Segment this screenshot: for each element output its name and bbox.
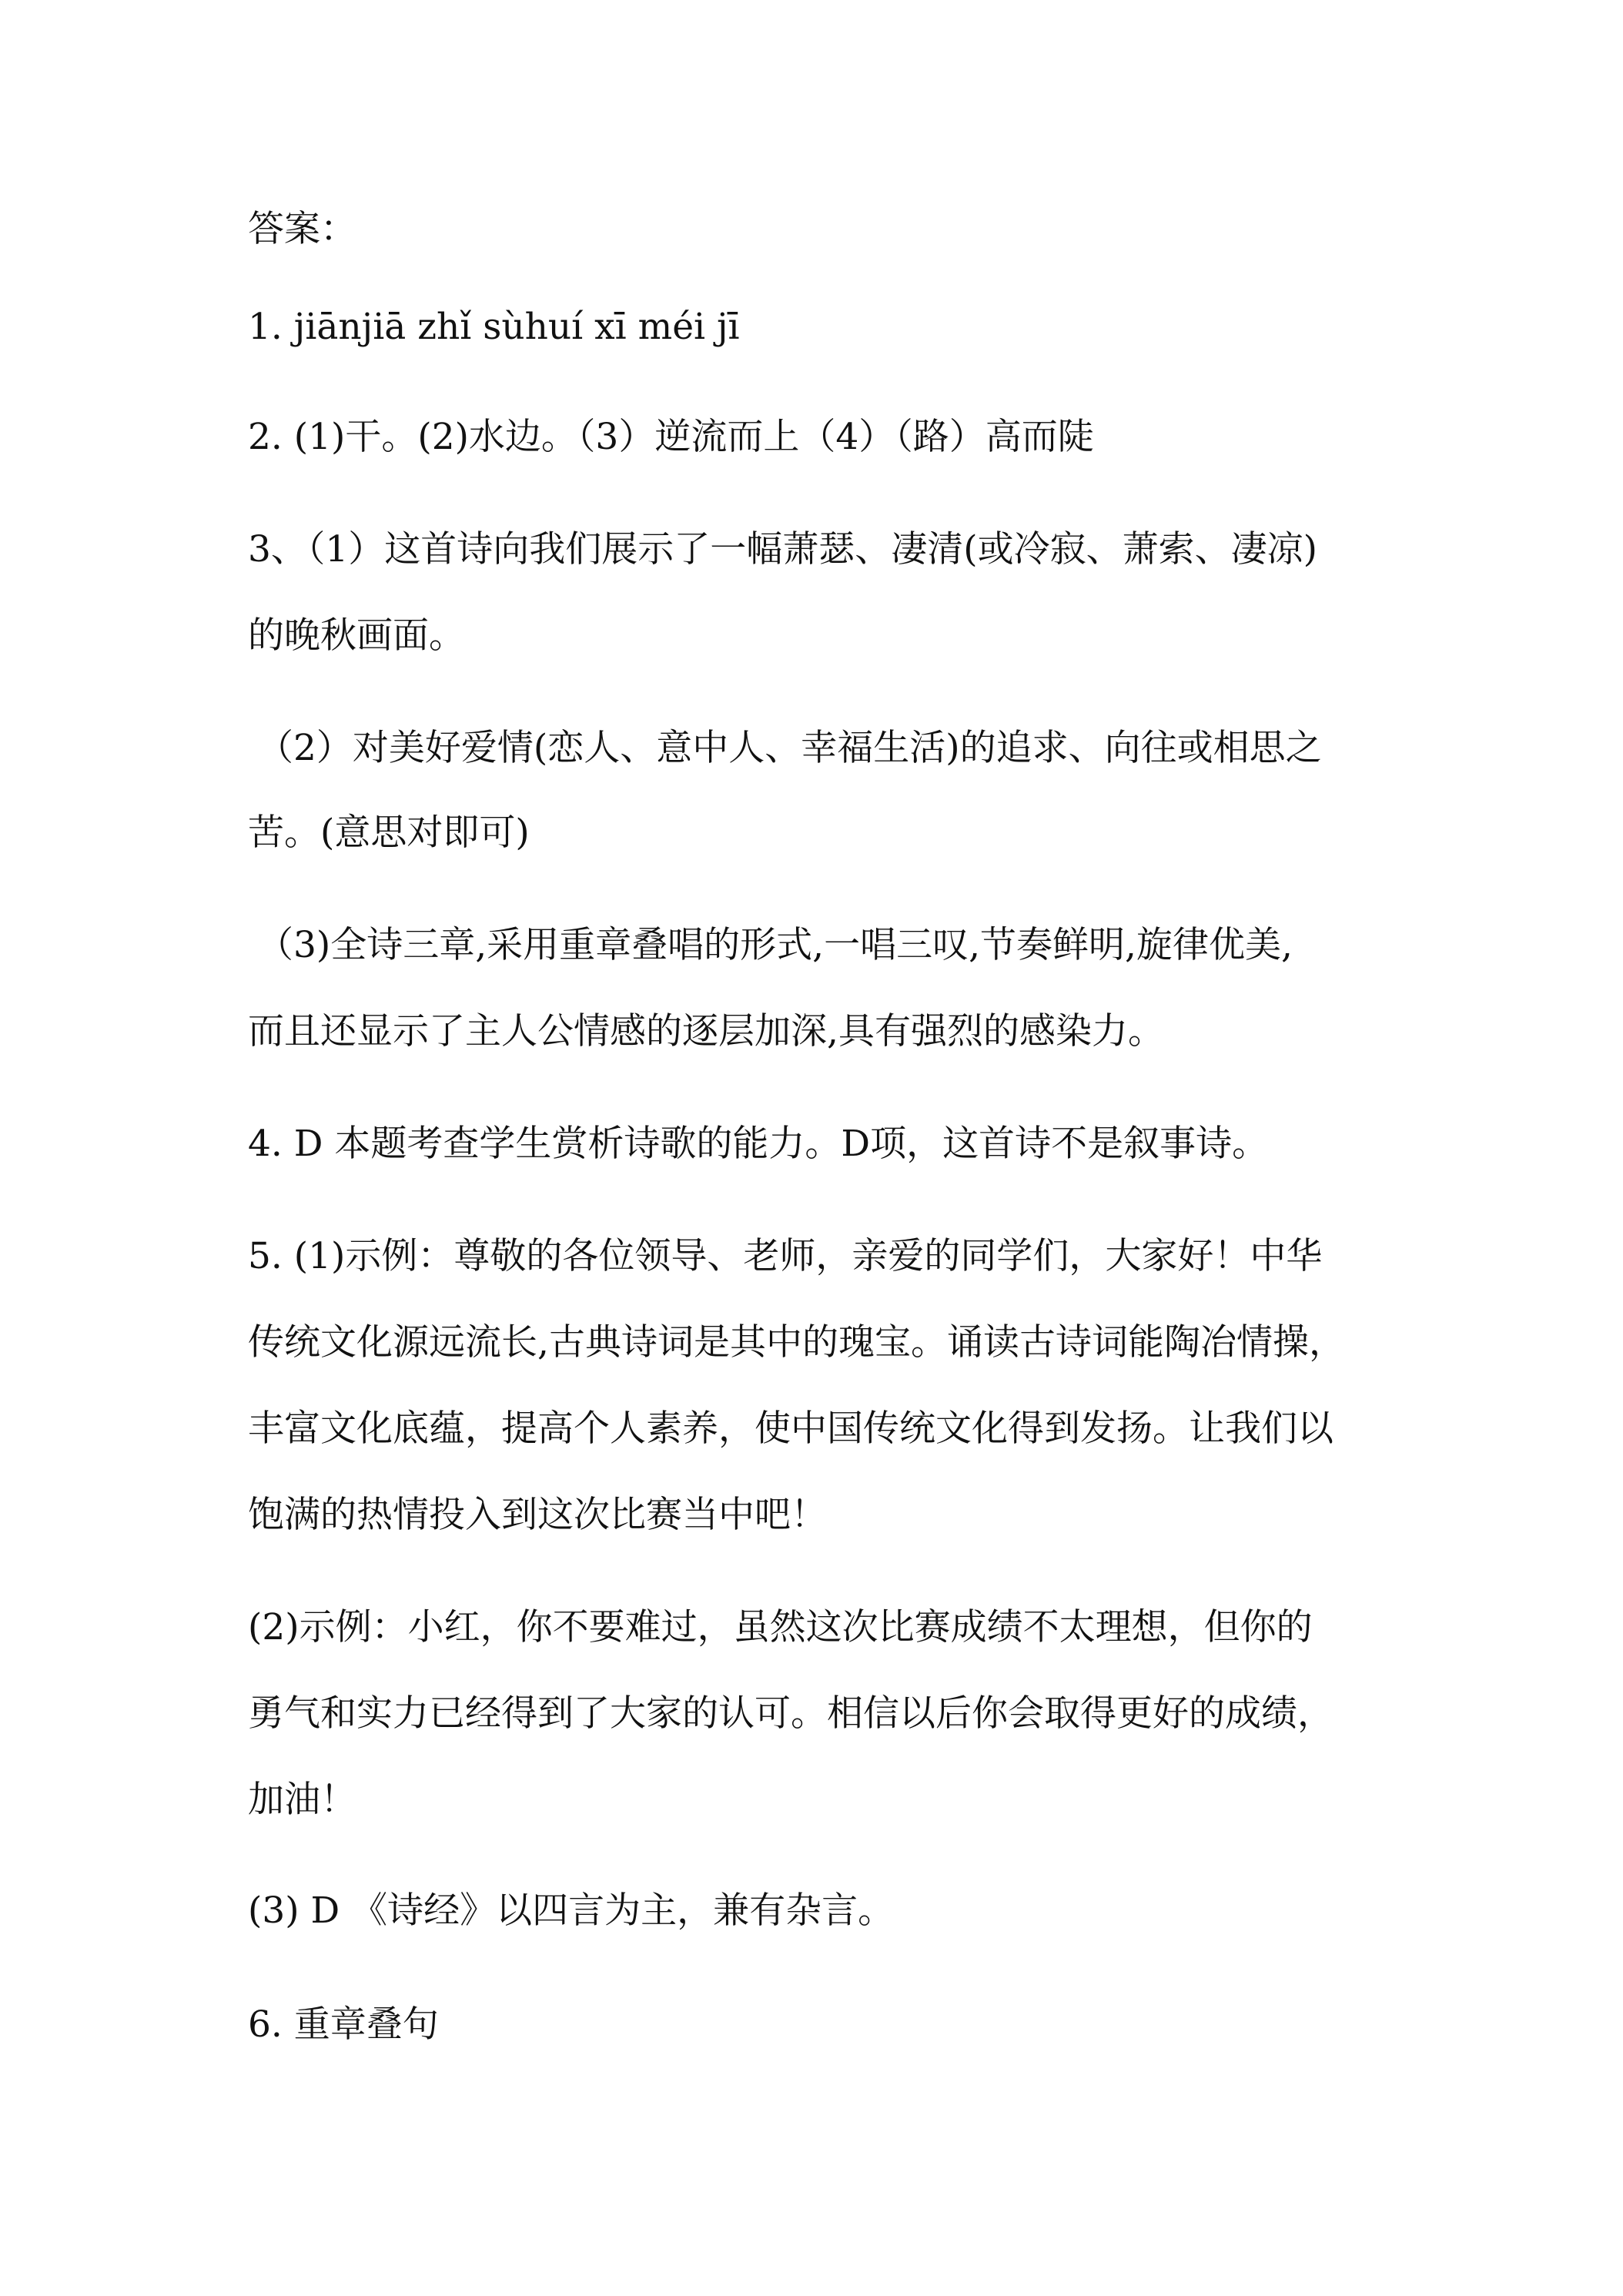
- answer-heading: 答案：: [248, 208, 356, 250]
- answer-5-3: (3) D 《诗经》以四言为主，兼有杂言。: [248, 1889, 895, 1932]
- answer-5-1-line-3: 丰富文化底蕴，提高个人素养，使中国传统文化得到发扬。让我们以: [248, 1407, 1334, 1450]
- answer-1-pinyin: 1. jiānjiā zhǐ sùhuí xī méi jī: [248, 306, 740, 348]
- answer-6: 6. 重章叠句: [248, 2003, 439, 2046]
- answer-5-2-line-3: 加油！: [248, 1779, 356, 1821]
- answer-3-3-line-2: 而且还显示了主人公情感的逐层加深,具有强烈的感染力。: [248, 1010, 1164, 1053]
- answer-2: 2. (1)干。(2)水边。（3）逆流而上（4）（路）高而陡: [248, 416, 1094, 458]
- answer-5-2-line-1: (2)示例：小红，你不要难过，虽然这次比赛成绩不太理想，但你的: [248, 1606, 1313, 1648]
- answer-5-1-line-1: 5. (1)示例：尊敬的各位领导、老师，亲爱的同学们，大家好！中华: [248, 1235, 1323, 1277]
- answer-5-1-line-4: 饱满的热情投入到这次比赛当中吧！: [248, 1494, 827, 1536]
- answer-3-3-line-1: （3)全诗三章,采用重章叠唱的形式,一唱三叹,节奏鲜明,旋律优美,: [257, 924, 1293, 966]
- answer-3-2-line-2: 苦。(意思对即可): [248, 812, 530, 854]
- answer-5-1-line-2: 传统文化源远流长,古典诗词是其中的瑰宝。诵读古诗词能陶冶情操，: [248, 1321, 1345, 1364]
- answer-3-2-line-1: （2）对美好爱情(恋人、意中人、幸福生活)的追求、向往或相思之: [257, 727, 1322, 769]
- answer-5-2-line-2: 勇气和实力已经得到了大家的认可。相信以后你会取得更好的成绩，: [248, 1692, 1334, 1735]
- answer-3-1-line-1: 3、（1）这首诗向我们展示了一幅萧瑟、凄清(或冷寂、萧索、凄凉): [248, 528, 1317, 571]
- answer-4: 4. D 本题考查学生赏析诗歌的能力。D项，这首诗不是叙事诗。: [248, 1123, 1269, 1165]
- answer-3-1-line-2: 的晚秋画面。: [248, 614, 465, 657]
